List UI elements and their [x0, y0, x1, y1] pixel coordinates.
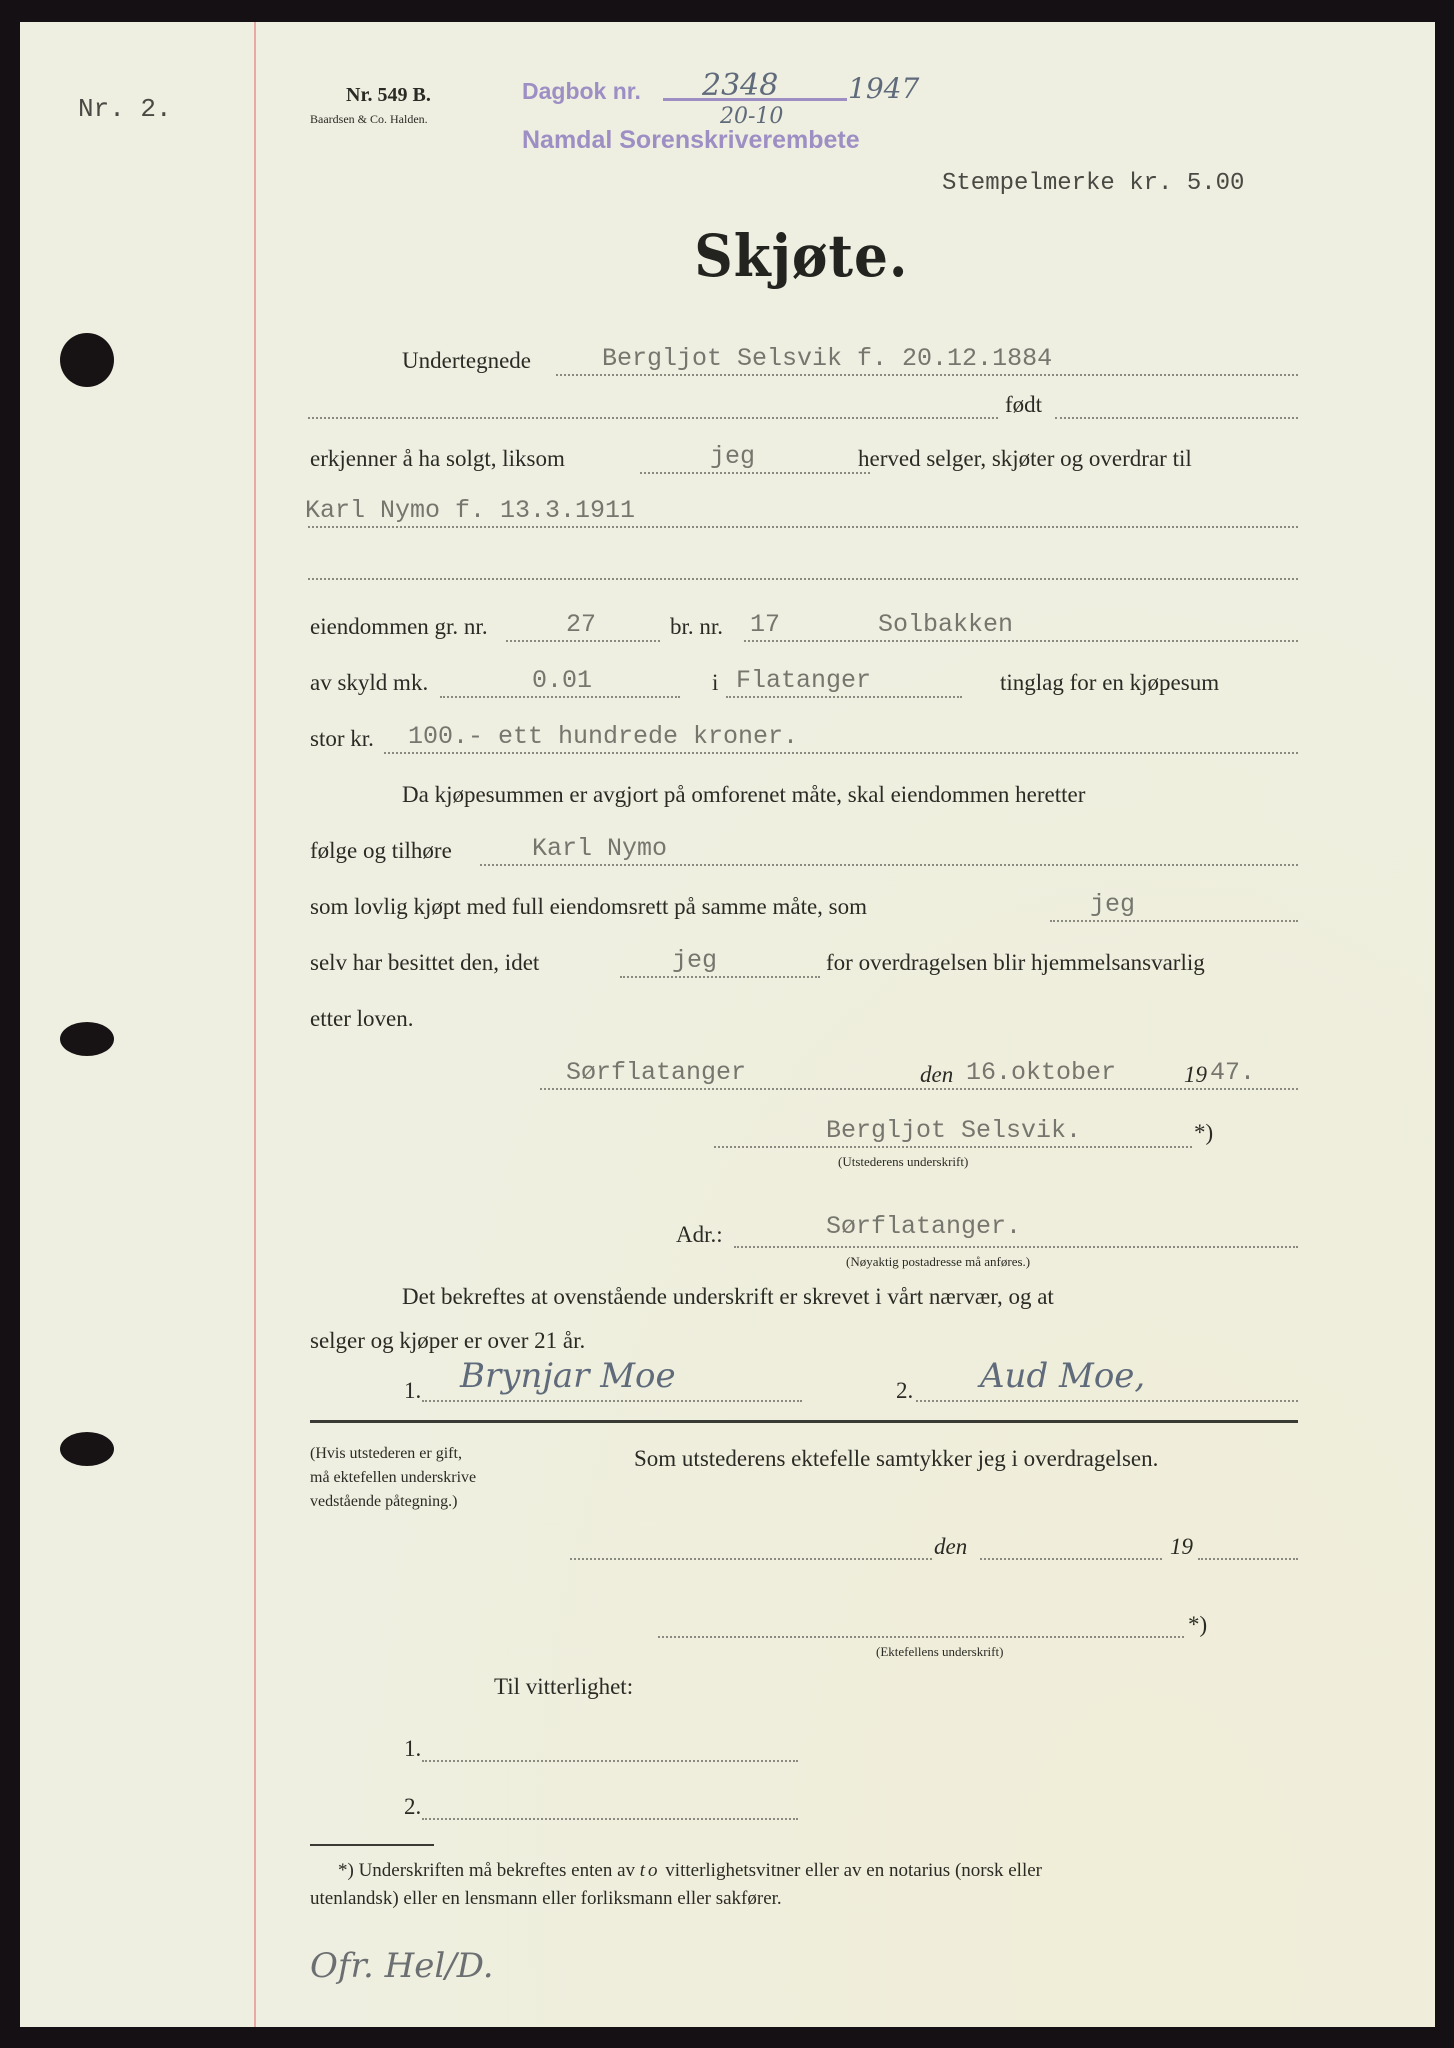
pronoun2-value: jeg: [1090, 890, 1136, 919]
spouse-year-line: [1198, 1558, 1298, 1560]
punch-hole-icon: [60, 1022, 114, 1056]
vitterlighet-2-line: [422, 1818, 798, 1820]
property-name: Solbakken: [878, 610, 1014, 639]
undertegnede-label: Undertegnede: [402, 348, 531, 373]
dagbok-year: 1947: [848, 72, 920, 105]
confirm-line-2: selger og kjøper er over 21 år.: [310, 1328, 586, 1353]
witness-1-line: [422, 1400, 802, 1402]
seller-signature: Bergljot Selsvik.: [826, 1116, 1082, 1145]
spouse-note: [310, 1442, 476, 1514]
skyld-label: av skyld mk.: [310, 670, 429, 695]
confirm-line-1: Det bekreftes at ovenstående underskrift er skrevet i vårt nærvær, og at: [402, 1284, 1054, 1309]
signature-line: [714, 1146, 1192, 1148]
form-number: Nr. 549 B.: [346, 84, 431, 106]
section-divider: [310, 1420, 1298, 1423]
new-owner-value: Karl Nymo: [532, 834, 668, 863]
spouse-date-line: [980, 1558, 1162, 1560]
pronoun3-value: jeg: [672, 946, 718, 975]
vitterlighet-1-line: [422, 1760, 798, 1762]
pronoun2-line: [1050, 920, 1298, 922]
adr-label: Adr.:: [676, 1222, 723, 1247]
office-stamp: Namdal Sorenskriverembete: [522, 126, 860, 154]
address-caption: (Nøyaktig postadresse må anføres.): [846, 1254, 1031, 1269]
footnote-to: to: [639, 1860, 661, 1881]
price-value: 100.- ett hundrede kroner.: [408, 722, 799, 751]
spouse-signature-caption: (Ektefellens underskrift): [876, 1644, 1004, 1659]
bnr-value: 17: [750, 610, 781, 639]
seller-line: [556, 374, 1298, 376]
signing-place: Sørflatanger: [566, 1058, 747, 1087]
blank-line: [308, 578, 1298, 580]
den-label: den: [920, 1062, 954, 1087]
fodt-line: [1055, 417, 1298, 419]
i-label: i: [712, 670, 719, 695]
spouse-consent: Som utstederens ektefelle samtykker jeg i overdragelsen.: [634, 1446, 1159, 1471]
punch-hole-icon: [60, 333, 114, 387]
spouse-asterisk: *): [1188, 1612, 1208, 1637]
selv-label: selv har besittet den, idet: [310, 950, 540, 975]
form-page-number: Nr. 2.: [78, 94, 172, 124]
witness-1-signature: Brynjar Moe: [460, 1356, 676, 1396]
punch-hole-icon: [60, 1432, 114, 1466]
printer-name: Baardsen & Co. Halden.: [310, 112, 428, 126]
blank-line: [308, 417, 998, 419]
fodt-label: født: [1005, 392, 1043, 417]
skyld-line: [440, 696, 680, 698]
spouse-note-line-2: må ektefellen underskrive: [310, 1469, 477, 1486]
place-date-line: [540, 1088, 1298, 1090]
footnote-text-a: *) Underskriften må bekreftes enten av: [338, 1860, 636, 1881]
tinglag-label: tinglag for en kjøpesum: [1000, 670, 1220, 695]
pronoun3-line: [620, 976, 820, 978]
paragraph-line-1: Da kjøpesummen er avgjort på omforenet måte, skal eiendommen heretter: [402, 782, 1086, 807]
skyld-value: 0.01: [532, 666, 593, 695]
spouse-place-line: [570, 1558, 932, 1560]
spouse-note-line-3: vedstående påtegning.): [310, 1493, 458, 1510]
document-title: Skjøte.: [694, 222, 909, 290]
date-note: 20-10: [720, 104, 784, 129]
bnr-label: br. nr.: [670, 614, 724, 639]
buyer-value: Karl Nymo f. 13.3.1911: [305, 496, 636, 525]
spouse-note-line-1: (Hvis utstederen er gift,: [310, 1445, 462, 1462]
handwritten-note: Ofr. Hel/D.: [310, 1946, 494, 1986]
asterisk-note: *): [1194, 1120, 1214, 1145]
bnr-line: [744, 640, 1298, 642]
folge-label: følge og tilhøre: [310, 838, 452, 863]
year-prefix: 19: [1184, 1062, 1207, 1087]
som-lovlig-label: som lovlig kjøpt med full eiendomsrett på samme måte, som: [310, 894, 868, 919]
signing-date: 16.oktober: [966, 1058, 1117, 1087]
address-line: [734, 1246, 1298, 1248]
erkjenner-label: erkjenner å ha solgt, liksom: [310, 446, 565, 471]
witness-2-signature: Aud Moe,: [980, 1356, 1146, 1396]
witness-2-line: [916, 1400, 1298, 1402]
stamp-duty: Stempelmerke kr. 5.00: [942, 170, 1245, 197]
herved-label: herved selger, skjøter og overdrar til: [858, 446, 1192, 471]
dagbok-label: Dagbok nr.: [522, 78, 641, 104]
spouse-year-prefix: 19: [1170, 1534, 1193, 1559]
witness-1-number: 1.: [404, 1378, 422, 1403]
footnote-line-2: utenlandsk) eller en lensmann eller forliksmann eller sakfører.: [310, 1888, 782, 1909]
etter-label: etter loven.: [310, 1006, 414, 1031]
document-page: [20, 22, 1435, 2027]
signature-caption: (Utstederens underskrift): [838, 1154, 969, 1169]
eiendommen-label: eiendommen gr. nr.: [310, 614, 488, 639]
spouse-signature-line: [658, 1636, 1184, 1638]
vitterlighet-label: Til vitterlighet:: [494, 1674, 634, 1699]
municipality-line: [726, 696, 962, 698]
stor-label: stor kr.: [310, 726, 374, 751]
for-label: for overdragelsen blir hjemmelsansvarlig: [826, 950, 1205, 975]
footnote-rule: [310, 1844, 434, 1846]
seller-pronoun: jeg: [710, 442, 756, 471]
gnr-line: [506, 640, 660, 642]
footnote-line-1: [338, 1860, 1042, 1882]
price-line: [384, 752, 1298, 754]
seller-value: Bergljot Selsvik f. 20.12.1884: [602, 344, 1053, 373]
dagbok-number: 2348: [702, 68, 779, 103]
buyer-line: [308, 526, 1298, 528]
vitterlighet-2-number: 2.: [404, 1794, 422, 1819]
new-owner-line: [480, 864, 1298, 866]
gnr-value: 27: [566, 610, 597, 639]
address-value: Sørflatanger.: [826, 1212, 1022, 1241]
footnote-text-b: vitterlighetsvitner eller av en notarius (norsk eller: [665, 1860, 1043, 1881]
vitterlighet-1-number: 1.: [404, 1736, 422, 1761]
pronoun-line: [640, 472, 870, 474]
red-margin-line: [254, 22, 256, 2027]
year-suffix: 47.: [1210, 1058, 1256, 1087]
municipality-value: Flatanger: [736, 666, 872, 695]
spouse-den-label: den: [934, 1534, 968, 1559]
witness-2-number: 2.: [896, 1378, 914, 1403]
